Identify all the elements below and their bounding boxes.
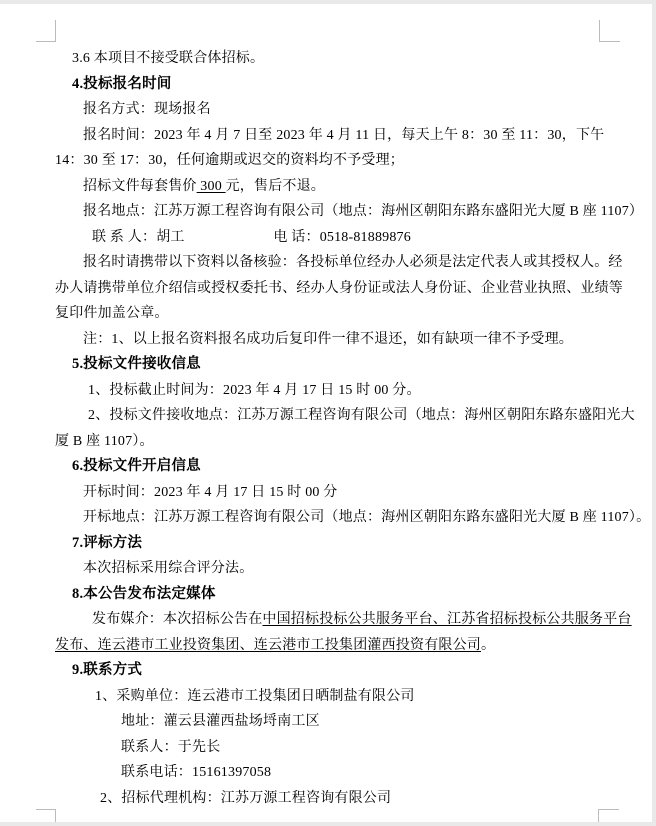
announcement-media-line2 xyxy=(55,633,630,659)
text-segment: 。 xyxy=(481,637,496,653)
heading-9-contact-info xyxy=(55,658,630,684)
opening-address xyxy=(55,505,651,531)
heading-6-bid-opening-info xyxy=(55,454,630,480)
announcement-media-line1 xyxy=(55,607,630,633)
text-segment: 9.联系方式 xyxy=(72,662,143,678)
text-segment: 报名地点：江苏万源工程咨询有限公司（地点：海州区朝阳东路东盛阳光大厦 B 座 1107） xyxy=(83,204,644,219)
text-segment: 注：1、以上报名资料报名成功后复印件一律不退还，如有缺项一律不予受理。 xyxy=(83,331,573,347)
text-segment: 厦 B 座 1107）。 xyxy=(55,433,154,449)
text-segment: 发布媒介：本次招标公告在 xyxy=(92,612,263,627)
document-page xyxy=(0,4,652,822)
heading-8-announcement-media xyxy=(55,582,630,608)
registration-time-line1 xyxy=(55,123,630,149)
text-segment: 1、投标截止时间为：2023 年 4 月 17 日 15 时 00 分。 xyxy=(88,382,421,398)
purchaser-phone xyxy=(55,760,630,786)
text-segment: 开标地点：江苏万源工程咨询有限公司（地点：海州区朝阳东路东盛阳光大厦 B 座 1107）。 xyxy=(83,510,651,525)
registration-method xyxy=(55,97,630,123)
text-segment: 14：30 至 17：30，任何逾期或迟交的资料均不予受理； xyxy=(55,153,404,168)
receipt-address-line2 xyxy=(55,429,630,455)
heading-4-bid-registration-time xyxy=(55,72,630,98)
text-segment: 报名时请携带以下资料以备核验：各投标单位经办人必须是法定代表人或其授权人。经 xyxy=(83,255,623,270)
text-segment: 5.投标文件接收信息 xyxy=(72,356,201,372)
text-segment: 地址：灌云县灌西盐场埒南工区 xyxy=(121,714,320,729)
text-segment: 3.6 本项目不接受联合体招标。 xyxy=(72,51,265,66)
document-price xyxy=(55,174,630,200)
purchaser-contact xyxy=(55,735,630,761)
underlined-text: 中国招标投标公共服务平台、江苏省招标投标公共服务平台 xyxy=(262,612,632,627)
receipt-address-line1 xyxy=(55,403,635,429)
heading-7-evaluation-method xyxy=(55,531,630,557)
purchaser-address xyxy=(55,709,630,735)
clause-3-6-no-consortium xyxy=(55,46,630,72)
text-segment: 联 系 人：胡工 电 话：0518-81889876 xyxy=(92,229,411,245)
text-segment: 4.投标报名时间 xyxy=(72,75,172,92)
text-boundary-mark-top-right xyxy=(599,20,620,42)
text-segment: 复印件加盖公章。 xyxy=(55,306,169,321)
evaluation-method xyxy=(55,556,630,582)
opening-time xyxy=(55,480,630,506)
registration-address xyxy=(55,199,644,225)
agency-name xyxy=(55,786,630,812)
text-boundary-mark-bottom-left xyxy=(36,809,56,822)
underlined-text: 发布、连云港市工业投资集团、连云港市工投集团灌西投资有限公司 xyxy=(55,637,481,653)
text-segment: 2、招标代理机构：江苏万源工程咨询有限公司 xyxy=(100,790,392,806)
registration-time-line2 xyxy=(55,148,630,174)
underlined-text: 300 xyxy=(196,178,226,194)
text-segment: 报名时间：2023 年 4 月 7 日至 2023 年 4 月 11 日，每天上午 8：30 至 11：30，下午 xyxy=(83,127,605,143)
text-segment: 6.投标文件开启信息 xyxy=(72,458,201,474)
text-segment: 1、采购单位：连云港市工投集团日晒制盐有限公司 xyxy=(95,688,415,704)
text-segment: 元，售后不退。 xyxy=(225,178,326,194)
registration-materials-line3 xyxy=(55,301,630,327)
registration-materials-line1 xyxy=(55,250,630,276)
text-segment: 2、投标文件接收地点：江苏万源工程咨询有限公司（地点：海州区朝阳东路东盛阳光大 xyxy=(88,408,635,423)
bid-deadline xyxy=(55,378,630,404)
registration-materials-line2 xyxy=(55,276,630,302)
text-segment: 招标文件每套售价 xyxy=(83,178,197,194)
text-segment: 本次招标采用综合评分法。 xyxy=(83,561,254,576)
document-content xyxy=(55,46,651,811)
heading-5-bid-document-receipt xyxy=(55,352,630,378)
purchaser-unit xyxy=(55,684,630,710)
text-boundary-mark-top-left xyxy=(36,20,56,42)
text-segment: 开标时间：2023 年 4 月 17 日 15 时 00 分 xyxy=(83,484,338,500)
contact-person-and-phone xyxy=(55,225,630,251)
text-segment: 联系人：于先长 xyxy=(121,739,221,755)
text-segment: 7.评标方法 xyxy=(72,534,143,551)
text-segment: 8.本公告发布法定媒体 xyxy=(72,585,216,602)
text-segment: 办人请携带单位介绍信或授权委托书、经办人身份证或法人身份证、企业营业执照、业绩等 xyxy=(55,280,623,296)
note-1 xyxy=(55,327,630,353)
text-segment: 报名方式：现场报名 xyxy=(83,102,211,117)
text-segment: 联系电话：15161397058 xyxy=(121,765,272,780)
